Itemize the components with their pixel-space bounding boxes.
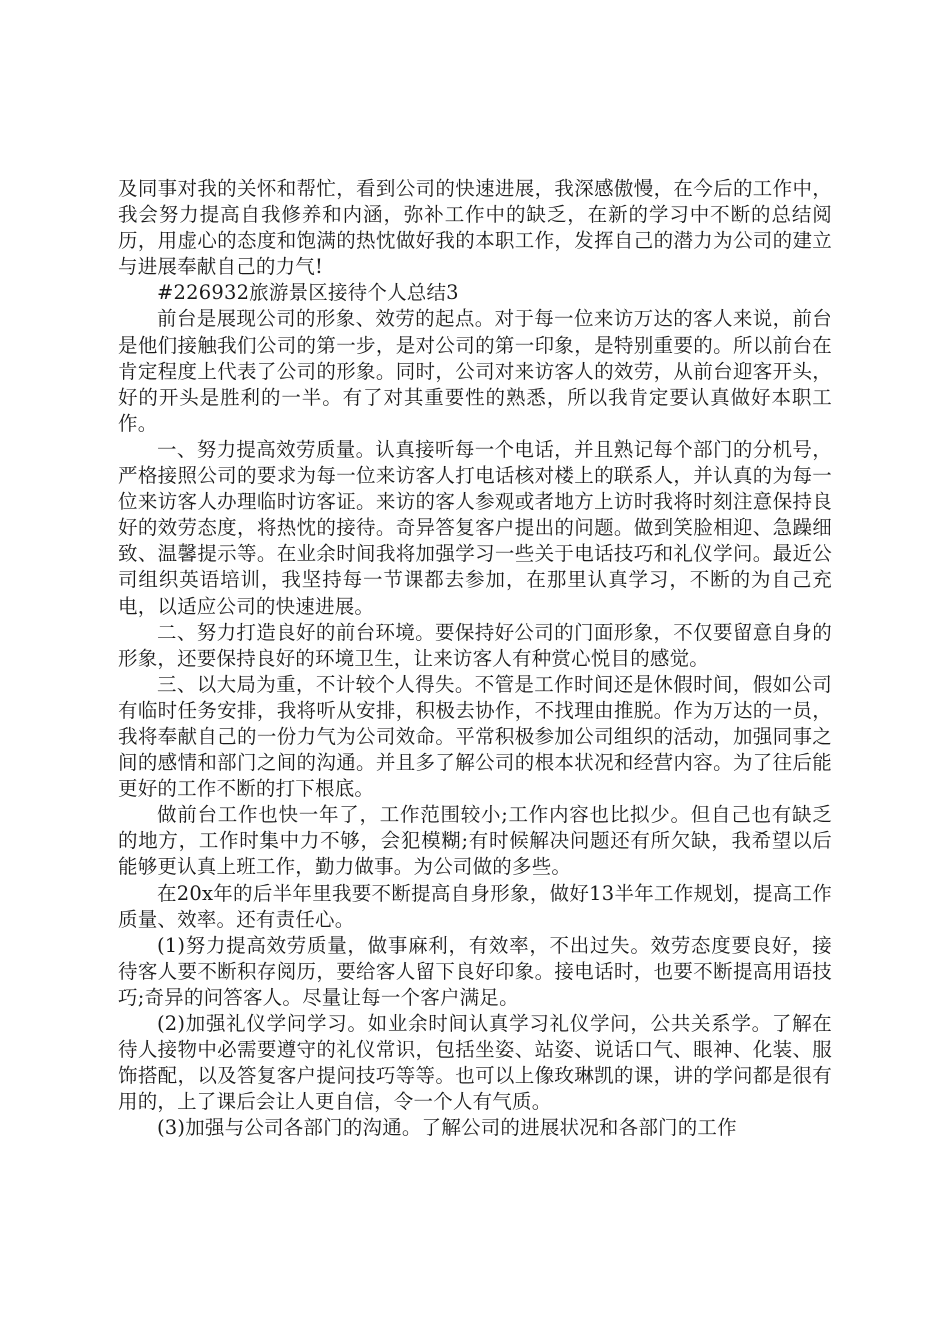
paragraph-plan-item-1: (1)努力提高效劳质量，做事麻利，有效率，不出过失。效劳态度要良好，接待客人要不断积存阅历，要给客人留下良好印象。接电话时，也要不断提高用语技巧;奇异的问答客人。尽量让每一个客户满足。	[118, 933, 832, 1009]
paragraph-plan-item-3: (3)加强与公司各部门的沟通。了解公司的进展状况和各部门的工作	[157, 1116, 737, 1140]
paragraph-point-3: 三、以大局为重，不计较个人得失。不管是工作时间还是休假时间，假如公司有临时任务安排，我将听从安排，积极去协作，不找理由推脱。作为万达的一员，我将奉献自己的一份力气为公司效命。平常积极参加公司组织的活动，加强同事之间的感情和部门之间的沟通。并且多了解公司的根本状况和经营内容。为了往后能更好的工作不断的打下根底。	[118, 672, 832, 801]
paragraph-plan: 在20x年的后半年里我要不断提高自身形象，做好13半年工作规划，提高工作质量、效率。还有责任心。	[118, 881, 832, 931]
paragraph-point-2: 二、努力打造良好的前台环境。要保持好公司的门面形象，不仅要留意自身的形象，还要保持良好的环境卫生，让来访客人有种赏心悦目的感觉。	[118, 620, 832, 670]
document-body	[118, 176, 832, 1141]
paragraph-continuation: 及同事对我的关怀和帮忙，看到公司的快速进展，我深感傲慢，在今后的工作中，我会努力提高自我修养和内涵，弥补工作中的缺乏，在新的学习中不断的总结阅历，用虚心的态度和饱满的热忱做好我的本职工作，发挥自己的潜力为公司的建立与进展奉献自己的力气!	[118, 177, 832, 279]
paragraph-plan-item-2: (2)加强礼仪学问学习。如业余时间认真学习礼仪学问，公共关系学。了解在待人接物中必需要遵守的礼仪常识，包括坐姿、站姿、说话口气、眼神、化装、服饰搭配，以及答复客户提问技巧等等。也可以上像玫琳凯的课，讲的学问都是很有用的，上了课后会让人更自信，令一个人有气质。	[118, 1012, 832, 1114]
paragraph-reflection: 做前台工作也快一年了，工作范围较小;工作内容也比拟少。但自己也有缺乏的地方，工作时集中力不够，会犯模糊;有时候解决问题还有所欠缺，我希望以后能够更认真上班工作，勤力做事。为公司做的多些。	[118, 803, 832, 879]
section-heading: #226932旅游景区接待个人总结3	[157, 281, 459, 305]
paragraph-point-1: 一、努力提高效劳质量。认真接听每一个电话，并且熟记每个部门的分机号，严格接照公司的要求为每一位来访客人打电话核对楼上的联系人，并认真的为每一位来访客人办理临时访客证。来访的客人参观或者地方上访时我将时刻注意保持良好的效劳态度，将热忱的接待。奇异答复客户提出的问题。做到笑脸相迎、急躁细致、温馨提示等。在业余时间我将加强学习一些关于电话技巧和礼仪学问。最近公司组织英语培训，我坚持每一节课都去参加，在那里认真学习，不断的为自己充电，以适应公司的快速进展。	[118, 437, 832, 618]
paragraph-intro: 前台是展现公司的形象、效劳的起点。对于每一位来访万达的客人来说，前台是他们接触我们公司的第一步，是对公司的第一印象，是特别重要的。所以前台在肯定程度上代表了公司的形象。同时，公司对来访客人的效劳，从前台迎客开头，好的开头是胜利的一半。有了对其重要性的熟悉，所以我肯定要认真做好本职工作。	[118, 307, 832, 435]
